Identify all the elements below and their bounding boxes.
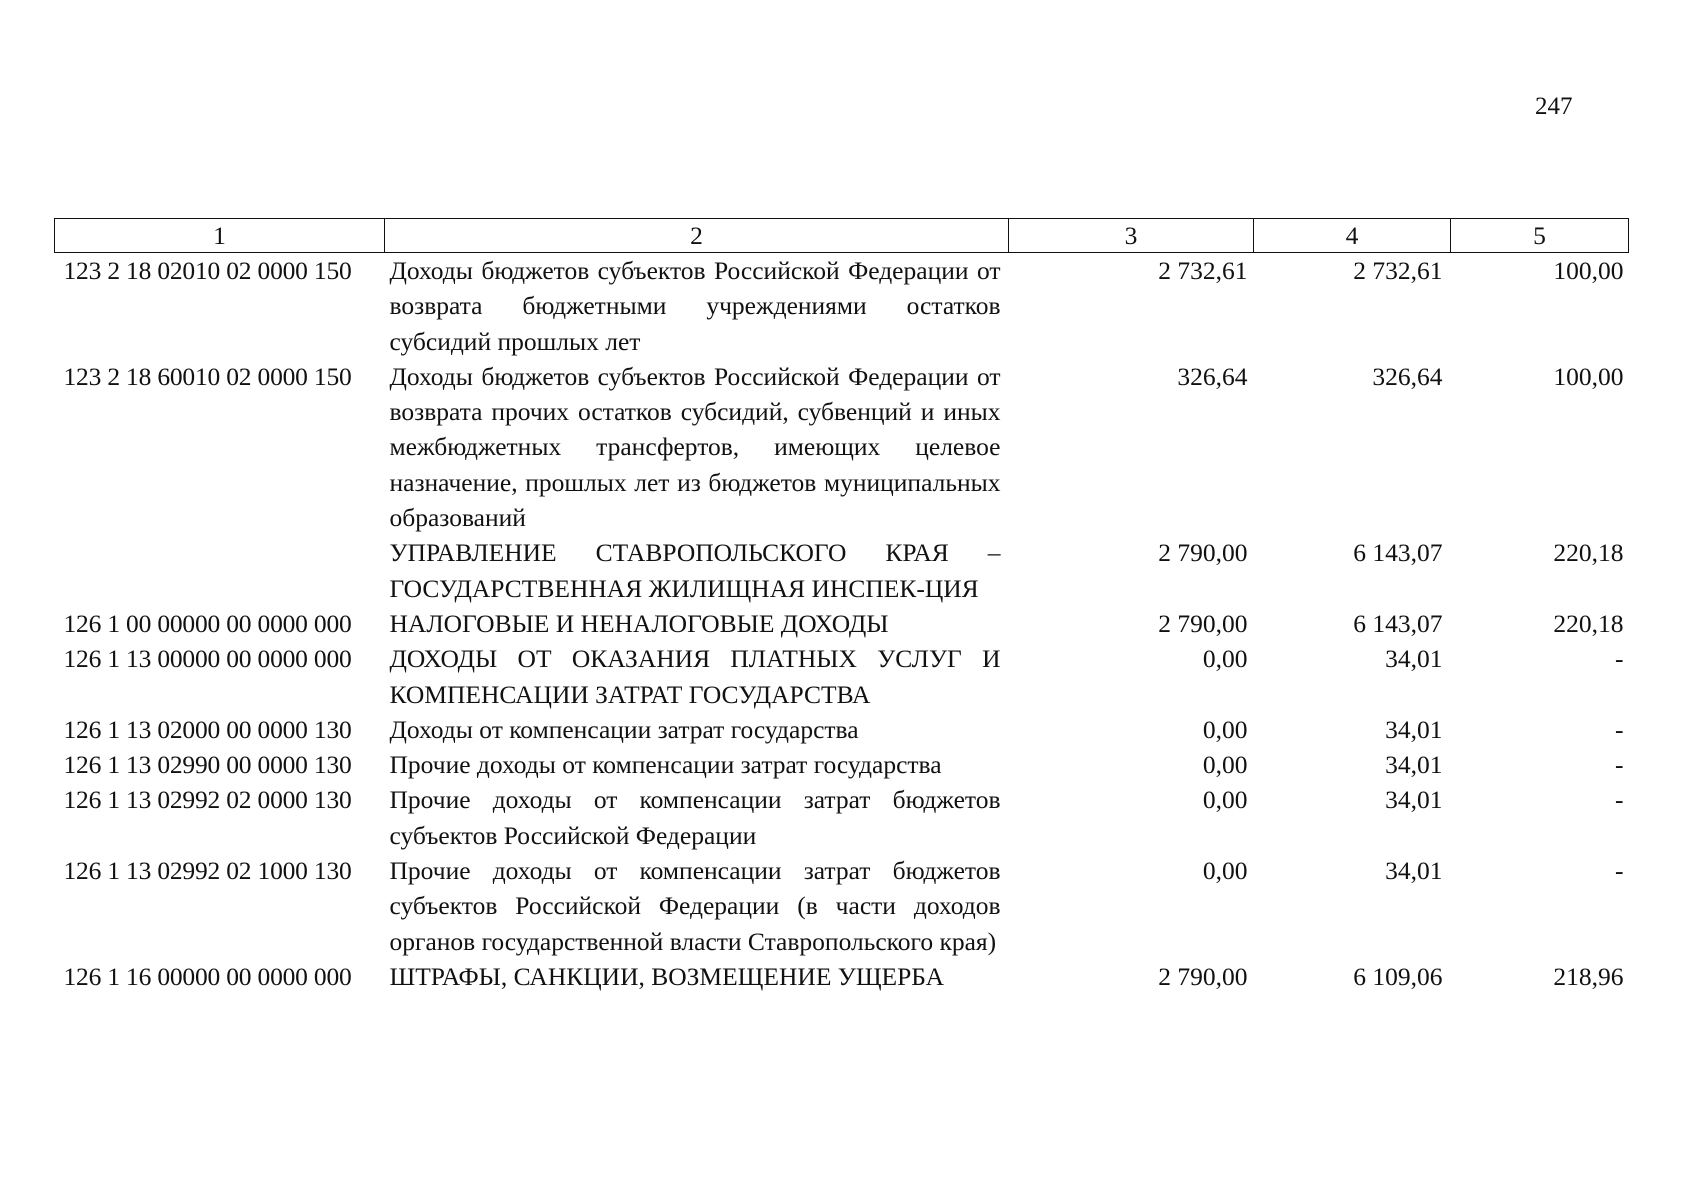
table-row <box>55 959 1629 994</box>
value-col5: 100,00 <box>1553 361 1624 391</box>
budget-code: 126 1 00 00000 00 0000 000 <box>63 608 352 638</box>
value-col3: 0,00 <box>1202 644 1248 674</box>
value-col5: 218,96 <box>1553 961 1624 991</box>
budget-code: 126 1 16 00000 00 0000 000 <box>63 961 352 991</box>
table-row <box>55 253 1629 359</box>
table-row <box>55 641 1629 712</box>
value-col5: - <box>1615 714 1624 744</box>
value-col3: 2 732,61 <box>1158 256 1248 285</box>
revenue-name: Прочие доходы от компенсации затрат бюджетов субъектов Российской Федерации <box>389 785 1001 850</box>
value-col4: 34,01 <box>1385 644 1443 674</box>
value-col3: 0,00 <box>1202 856 1248 886</box>
budget-code: 123 2 18 02010 02 0000 150 <box>63 256 352 285</box>
value-col5: - <box>1615 750 1624 780</box>
table-row <box>55 782 1629 853</box>
table-row <box>55 359 1629 535</box>
header-row <box>55 219 1629 253</box>
value-col3: 326,64 <box>1177 361 1248 391</box>
value-col4: 2 732,61 <box>1353 256 1443 285</box>
value-col3: 0,00 <box>1202 785 1248 815</box>
table-body <box>55 253 1629 995</box>
table-row <box>55 853 1629 959</box>
revenue-name: ДОХОДЫ ОТ ОКАЗАНИЯ ПЛАТНЫХ УСЛУГ И КОМПЕНСАЦИИ ЗАТРАТ ГОСУДАРСТВА <box>389 644 1001 709</box>
value-col5: - <box>1615 644 1624 674</box>
revenue-name: НАЛОГОВЫЕ И НЕНАЛОГОВЫЕ ДОХОДЫ <box>389 608 889 638</box>
revenue-name: Доходы бюджетов субъектов Российской Федерации от возврата бюджетными учреждениями остатков субсидий прошлых лет <box>389 256 1001 356</box>
value-col4: 6 143,07 <box>1353 538 1443 568</box>
value-col4: 34,01 <box>1385 714 1443 744</box>
revenue-name: Доходы от компенсации затрат государства <box>389 714 859 744</box>
column-header-2: 2 <box>385 219 1009 253</box>
table-row <box>55 606 1629 641</box>
value-col3: 2 790,00 <box>1158 608 1248 638</box>
budget-code: 126 1 13 00000 00 0000 000 <box>63 644 352 674</box>
budget-code: 126 1 13 02000 00 0000 130 <box>63 714 352 744</box>
value-col5: - <box>1615 785 1624 815</box>
revenue-name: Прочие доходы от компенсации затрат государства <box>389 750 942 780</box>
table-row <box>55 712 1629 747</box>
revenue-name: УПРАВЛЕНИЕ СТАВРОПОЛЬСКОГО КРАЯ – ГОСУДАРСТВЕННАЯ ЖИЛИЩНАЯ ИНСПЕК-ЦИЯ <box>389 538 1001 603</box>
value-col4: 34,01 <box>1385 856 1443 886</box>
table-row <box>55 747 1629 782</box>
revenue-name: ШТРАФЫ, САНКЦИИ, ВОЗМЕЩЕНИЕ УЩЕРБА <box>389 961 945 991</box>
column-header-4: 4 <box>1254 219 1451 253</box>
column-header-1: 1 <box>55 219 385 253</box>
value-col4: 6 143,07 <box>1353 608 1443 638</box>
value-col4: 34,01 <box>1385 750 1443 780</box>
value-col5: 220,18 <box>1553 608 1624 638</box>
value-col3: 0,00 <box>1202 714 1248 744</box>
value-col4: 326,64 <box>1372 361 1443 391</box>
column-header-5: 5 <box>1451 219 1629 253</box>
value-col4: 34,01 <box>1385 785 1443 815</box>
budget-code: 126 1 13 02992 02 1000 130 <box>63 856 352 886</box>
column-header-3: 3 <box>1009 219 1254 253</box>
budget-code: 126 1 13 02990 00 0000 130 <box>63 750 352 780</box>
budget-table <box>54 218 1629 994</box>
budget-code <box>55 535 385 606</box>
page-number: 247 <box>1535 93 1573 120</box>
budget-code: 126 1 13 02992 02 0000 130 <box>63 785 352 815</box>
value-col3: 2 790,00 <box>1158 961 1248 991</box>
value-col5: - <box>1615 856 1624 886</box>
revenue-name: Прочие доходы от компенсации затрат бюджетов субъектов Российской Федерации (в части доходов органов государственной власти Ставропольского края) <box>389 856 1001 956</box>
value-col5: 220,18 <box>1553 538 1624 568</box>
table-row <box>55 535 1629 606</box>
value-col5: 100,00 <box>1553 256 1624 285</box>
value-col3: 0,00 <box>1202 750 1248 780</box>
budget-code: 123 2 18 60010 02 0000 150 <box>63 361 352 391</box>
revenue-name: Доходы бюджетов субъектов Российской Федерации от возврата прочих остатков субсидий, субвенций и иных межбюджетных трансфертов, имеющих целевое назначение, прошлых лет из бюджетов муниципальных образований <box>389 361 1001 533</box>
value-col4: 6 109,06 <box>1353 961 1443 991</box>
table-header <box>55 219 1629 253</box>
value-col3: 2 790,00 <box>1158 538 1248 568</box>
